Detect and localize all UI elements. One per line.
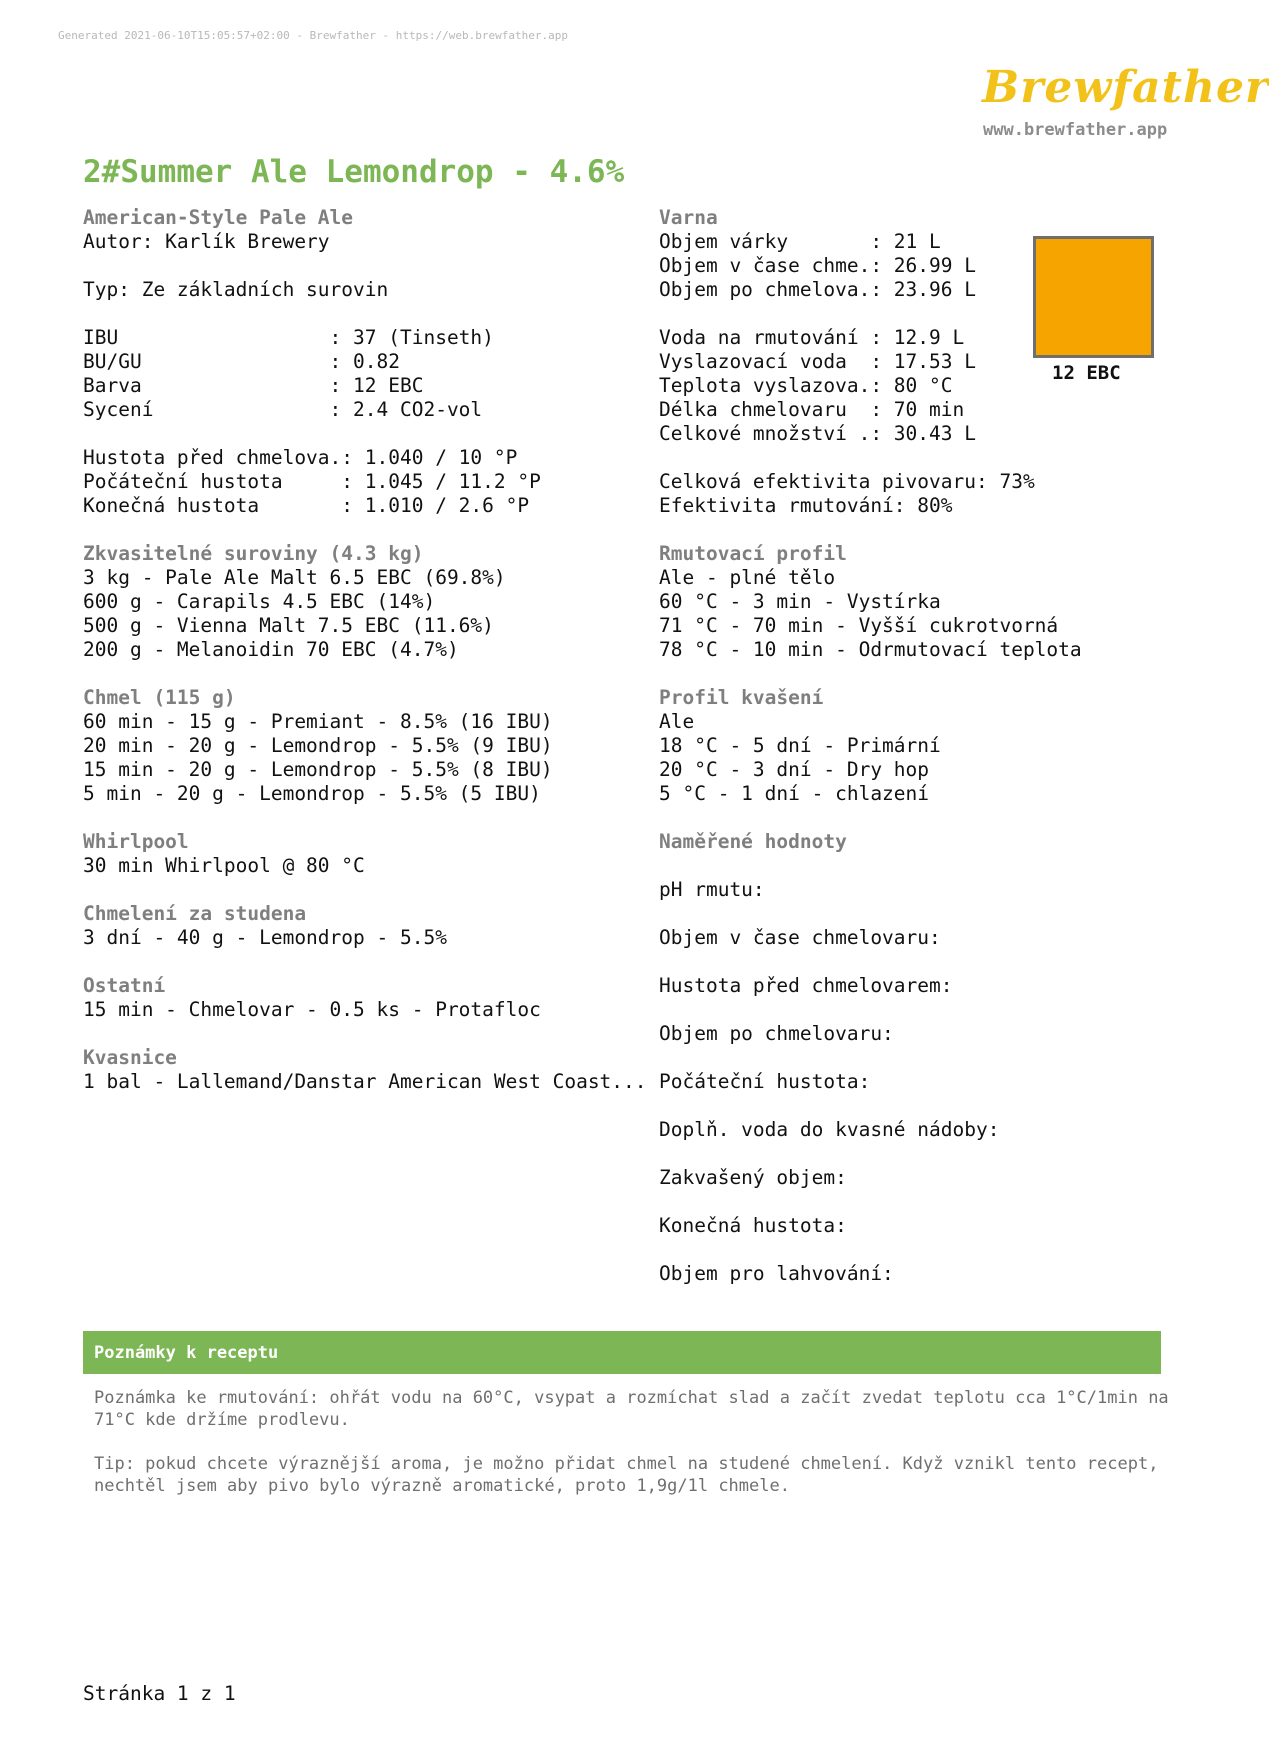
sparge-temp: Teplota vyslazova.: 80 °C: [659, 374, 953, 397]
other-item: 15 min - Chmelovar - 0.5 ks - Protafloc: [83, 998, 541, 1021]
left-column: [83, 206, 653, 1094]
measured-item: Objem pro lahvování:: [659, 1262, 894, 1285]
notes-header: [83, 1331, 1161, 1374]
note-paragraph: Poznámka ke rmutování: ohřát vodu na 60°C, vsypat a rozmíchat slad a začít zvedat teplotu cca 1°C/1min na 71°C kde držíme prodlevu.: [94, 1388, 1169, 1430]
brewfather-logo: Brewfather: [982, 62, 1269, 113]
total-water: Celkové množství .: 30.43 L: [659, 422, 976, 445]
fermentable-item: 200 g - Melanoidin 70 EBC (4.7%): [83, 638, 459, 661]
gravity-og: Počáteční hustota : 1.045 / 11.2 °P: [83, 470, 541, 493]
stat-bugu: BU/GU : 0.82: [83, 350, 400, 373]
water-sparge: Vyslazovací voda : 17.53 L: [659, 350, 976, 373]
volume-batch: Objem várky : 21 L: [659, 230, 941, 253]
yeast-item: 1 bal - Lallemand/Danstar American West Coast...: [83, 1070, 647, 1093]
hop-item: 15 min - 20 g - Lemondrop - 5.5% (8 IBU): [83, 758, 553, 781]
volume-postboil: Objem po chmelova.: 23.96 L: [659, 278, 976, 301]
color-swatch-label: 12 EBC: [1052, 362, 1121, 384]
hop-item: 5 min - 20 g - Lemondrop - 5.5% (5 IBU): [83, 782, 541, 805]
other-heading: Ostatní: [83, 974, 166, 997]
mash-item: 60 °C - 3 min - Vystírka: [659, 590, 941, 613]
color-swatch: [1033, 236, 1154, 358]
stat-color: Barva : 12 EBC: [83, 374, 424, 397]
fermentables-heading: Zkvasitelné suroviny (4.3 kg): [83, 542, 424, 565]
measured-item: Hustota před chmelovarem:: [659, 974, 953, 997]
measured-item: Počáteční hustota:: [659, 1070, 871, 1093]
note-paragraph: Tip: pokud chcete výraznější aroma, je možno přidat chmel na studené chmelení. Když vznikl tento recept, nechtěl jsem aby pivo bylo výrazně aromatické, proto 1,9g/1l chmele.: [94, 1454, 1159, 1496]
mash-item: 78 °C - 10 min - Odrmutovací teplota: [659, 638, 1082, 661]
fermentable-item: 500 g - Vienna Malt 7.5 EBC (11.6%): [83, 614, 494, 637]
logo-url[interactable]: www.brewfather.app: [983, 120, 1168, 140]
measured-item: Konečná hustota:: [659, 1214, 847, 1237]
stat-carbonation: Sycení : 2.4 CO2-vol: [83, 398, 483, 421]
generated-stamp: Generated 2021-06-10T15:05:57+02:00 - Brewfather - https://web.brewfather.app: [58, 29, 568, 42]
recipe-title: 2#Summer Ale Lemondrop - 4.6%: [83, 154, 625, 190]
dryhop-item: 3 dní - 40 g - Lemondrop - 5.5%: [83, 926, 447, 949]
measured-item: Objem v čase chmelovaru:: [659, 926, 941, 949]
recipe-type: Typ: Ze základních surovin: [83, 278, 389, 301]
measured-item: Doplň. voda do kvasné nádoby:: [659, 1118, 1000, 1141]
mash-heading: Rmutovací profil: [659, 542, 847, 565]
fermentation-item: 20 °C - 3 dní - Dry hop: [659, 758, 930, 781]
measured-item: pH rmutu:: [659, 878, 765, 901]
hops-heading: Chmel (115 g): [83, 686, 236, 709]
equipment-heading: Varna: [659, 206, 718, 229]
fermentation-item: 18 °C - 5 dní - Primární: [659, 734, 941, 757]
yeast-heading: Kvasnice: [83, 1046, 177, 1069]
fermentable-item: 600 g - Carapils 4.5 EBC (14%): [83, 590, 436, 613]
fermentable-item: 3 kg - Pale Ale Malt 6.5 EBC (69.8%): [83, 566, 506, 589]
fermentation-item: 5 °C - 1 dní - chlazení: [659, 782, 930, 805]
fermentation-heading: Profil kvašení: [659, 686, 824, 709]
mash-item: Ale - plné tělo: [659, 566, 836, 589]
mash-efficiency: Efektivita rmutování: 80%: [659, 494, 953, 517]
whirlpool-heading: Whirlpool: [83, 830, 189, 853]
right-column: [659, 206, 1082, 1286]
notes-heading: Poznámky k receptu: [94, 1343, 279, 1363]
author: Autor: Karlík Brewery: [83, 230, 330, 253]
volume-preboil: Objem v čase chme.: 26.99 L: [659, 254, 976, 277]
gravity-preboil: Hustota před chmelova.: 1.040 / 10 °P: [83, 446, 518, 469]
page-number: Stránka 1 z 1: [83, 1682, 236, 1705]
brewhouse-efficiency: Celková efektivita pivovaru: 73%: [659, 470, 1035, 493]
measured-item: Zakvašený objem:: [659, 1166, 847, 1189]
measured-item: Objem po chmelovaru:: [659, 1022, 894, 1045]
whirlpool-item: 30 min Whirlpool @ 80 °C: [83, 854, 365, 877]
notes-body: [94, 1387, 1169, 1519]
hop-item: 60 min - 15 g - Premiant - 8.5% (16 IBU): [83, 710, 553, 733]
dryhop-heading: Chmelení za studena: [83, 902, 307, 925]
stat-ibu: IBU : 37 (Tinseth): [83, 326, 494, 349]
fermentation-item: Ale: [659, 710, 695, 733]
boil-time: Délka chmelovaru : 70 min: [659, 398, 965, 421]
gravity-fg: Konečná hustota : 1.010 / 2.6 °P: [83, 494, 530, 517]
measured-heading: Naměřené hodnoty: [659, 830, 847, 853]
hop-item: 20 min - 20 g - Lemondrop - 5.5% (9 IBU): [83, 734, 553, 757]
mash-item: 71 °C - 70 min - Vyšší cukrotvorná: [659, 614, 1059, 637]
water-mash: Voda na rmutování : 12.9 L: [659, 326, 965, 349]
style-heading: American-Style Pale Ale: [83, 206, 354, 229]
